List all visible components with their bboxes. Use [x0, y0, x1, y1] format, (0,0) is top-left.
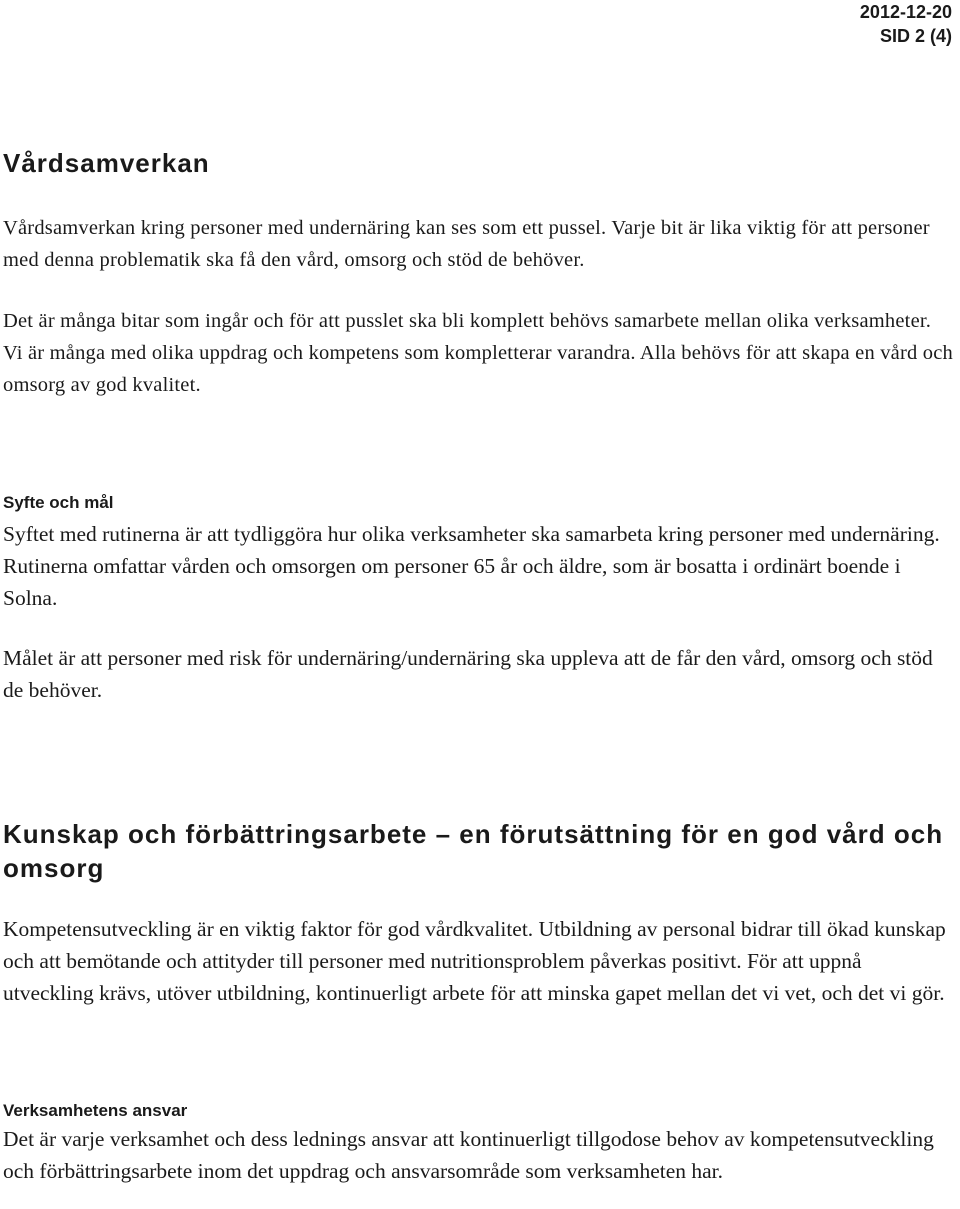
paragraph-kunskap-1: Kompetensutveckling är en viktig faktor för god vårdkvalitet. Utbildning av personal bidrar till ökad kunskap och att bemötande och attityder till personer med nutritionsproblem påverkas positivt. För att uppnå utveckling krävs, utöver utbildning, kontinuerligt arbete för att minska gapet mellan det vi vet, och det vi gör.: [3, 917, 946, 1005]
heading-verksamhetens-ansvar: Verksamhetens ansvar: [3, 1101, 188, 1120]
heading-vardsamverkan: Vårdsamverkan: [3, 148, 210, 178]
paragraph-vardsamverkan-1: Vårdsamverkan kring personer med undernäring kan ses som ett pussel. Varje bit är lika viktig för att personer med denna problematik ska få den vård, omsorg och stöd de behöver.: [3, 217, 930, 271]
header-date: 2012-12-20: [859, 2, 952, 22]
heading-syfte-och-mal: Syfte och mål: [3, 493, 114, 512]
heading-kunskap: Kunskap och förbättringsarbete – en förutsättning för en god vård och omsorg: [3, 819, 944, 883]
header-page-number: SID 2 (4): [879, 26, 952, 46]
paragraph-syfte-1: Syftet med rutinerna är att tydliggöra hur olika verksamheter ska samarbeta kring personer med undernäring. Rutinerna omfattar vården och omsorgen om personer 65 år och äldre, som är bosatta i ordinärt boende i Solna.: [3, 522, 940, 610]
paragraph-vardsamverkan-2: Det är många bitar som ingår och för att pusslet ska bli komplett behövs samarbete mellan olika verksamheter. Vi är många med olika uppdrag och kompetens som kompletterar varandra. Alla behövs för att skapa en vård och omsorg av god kvalitet.: [3, 310, 953, 396]
paragraph-ansvar-1: Det är varje verksamhet och dess lednings ansvar att kontinuerligt tillgodose behov av kompetensutveckling och förbättringsarbete inom det uppdrag och ansvarsområde som verksamheten har.: [3, 1127, 934, 1183]
paragraph-syfte-2: Målet är att personer med risk för undernäring/undernäring ska uppleva att de får den vård, omsorg och stöd de behöver.: [3, 646, 933, 702]
page-header: [860, 0, 952, 48]
